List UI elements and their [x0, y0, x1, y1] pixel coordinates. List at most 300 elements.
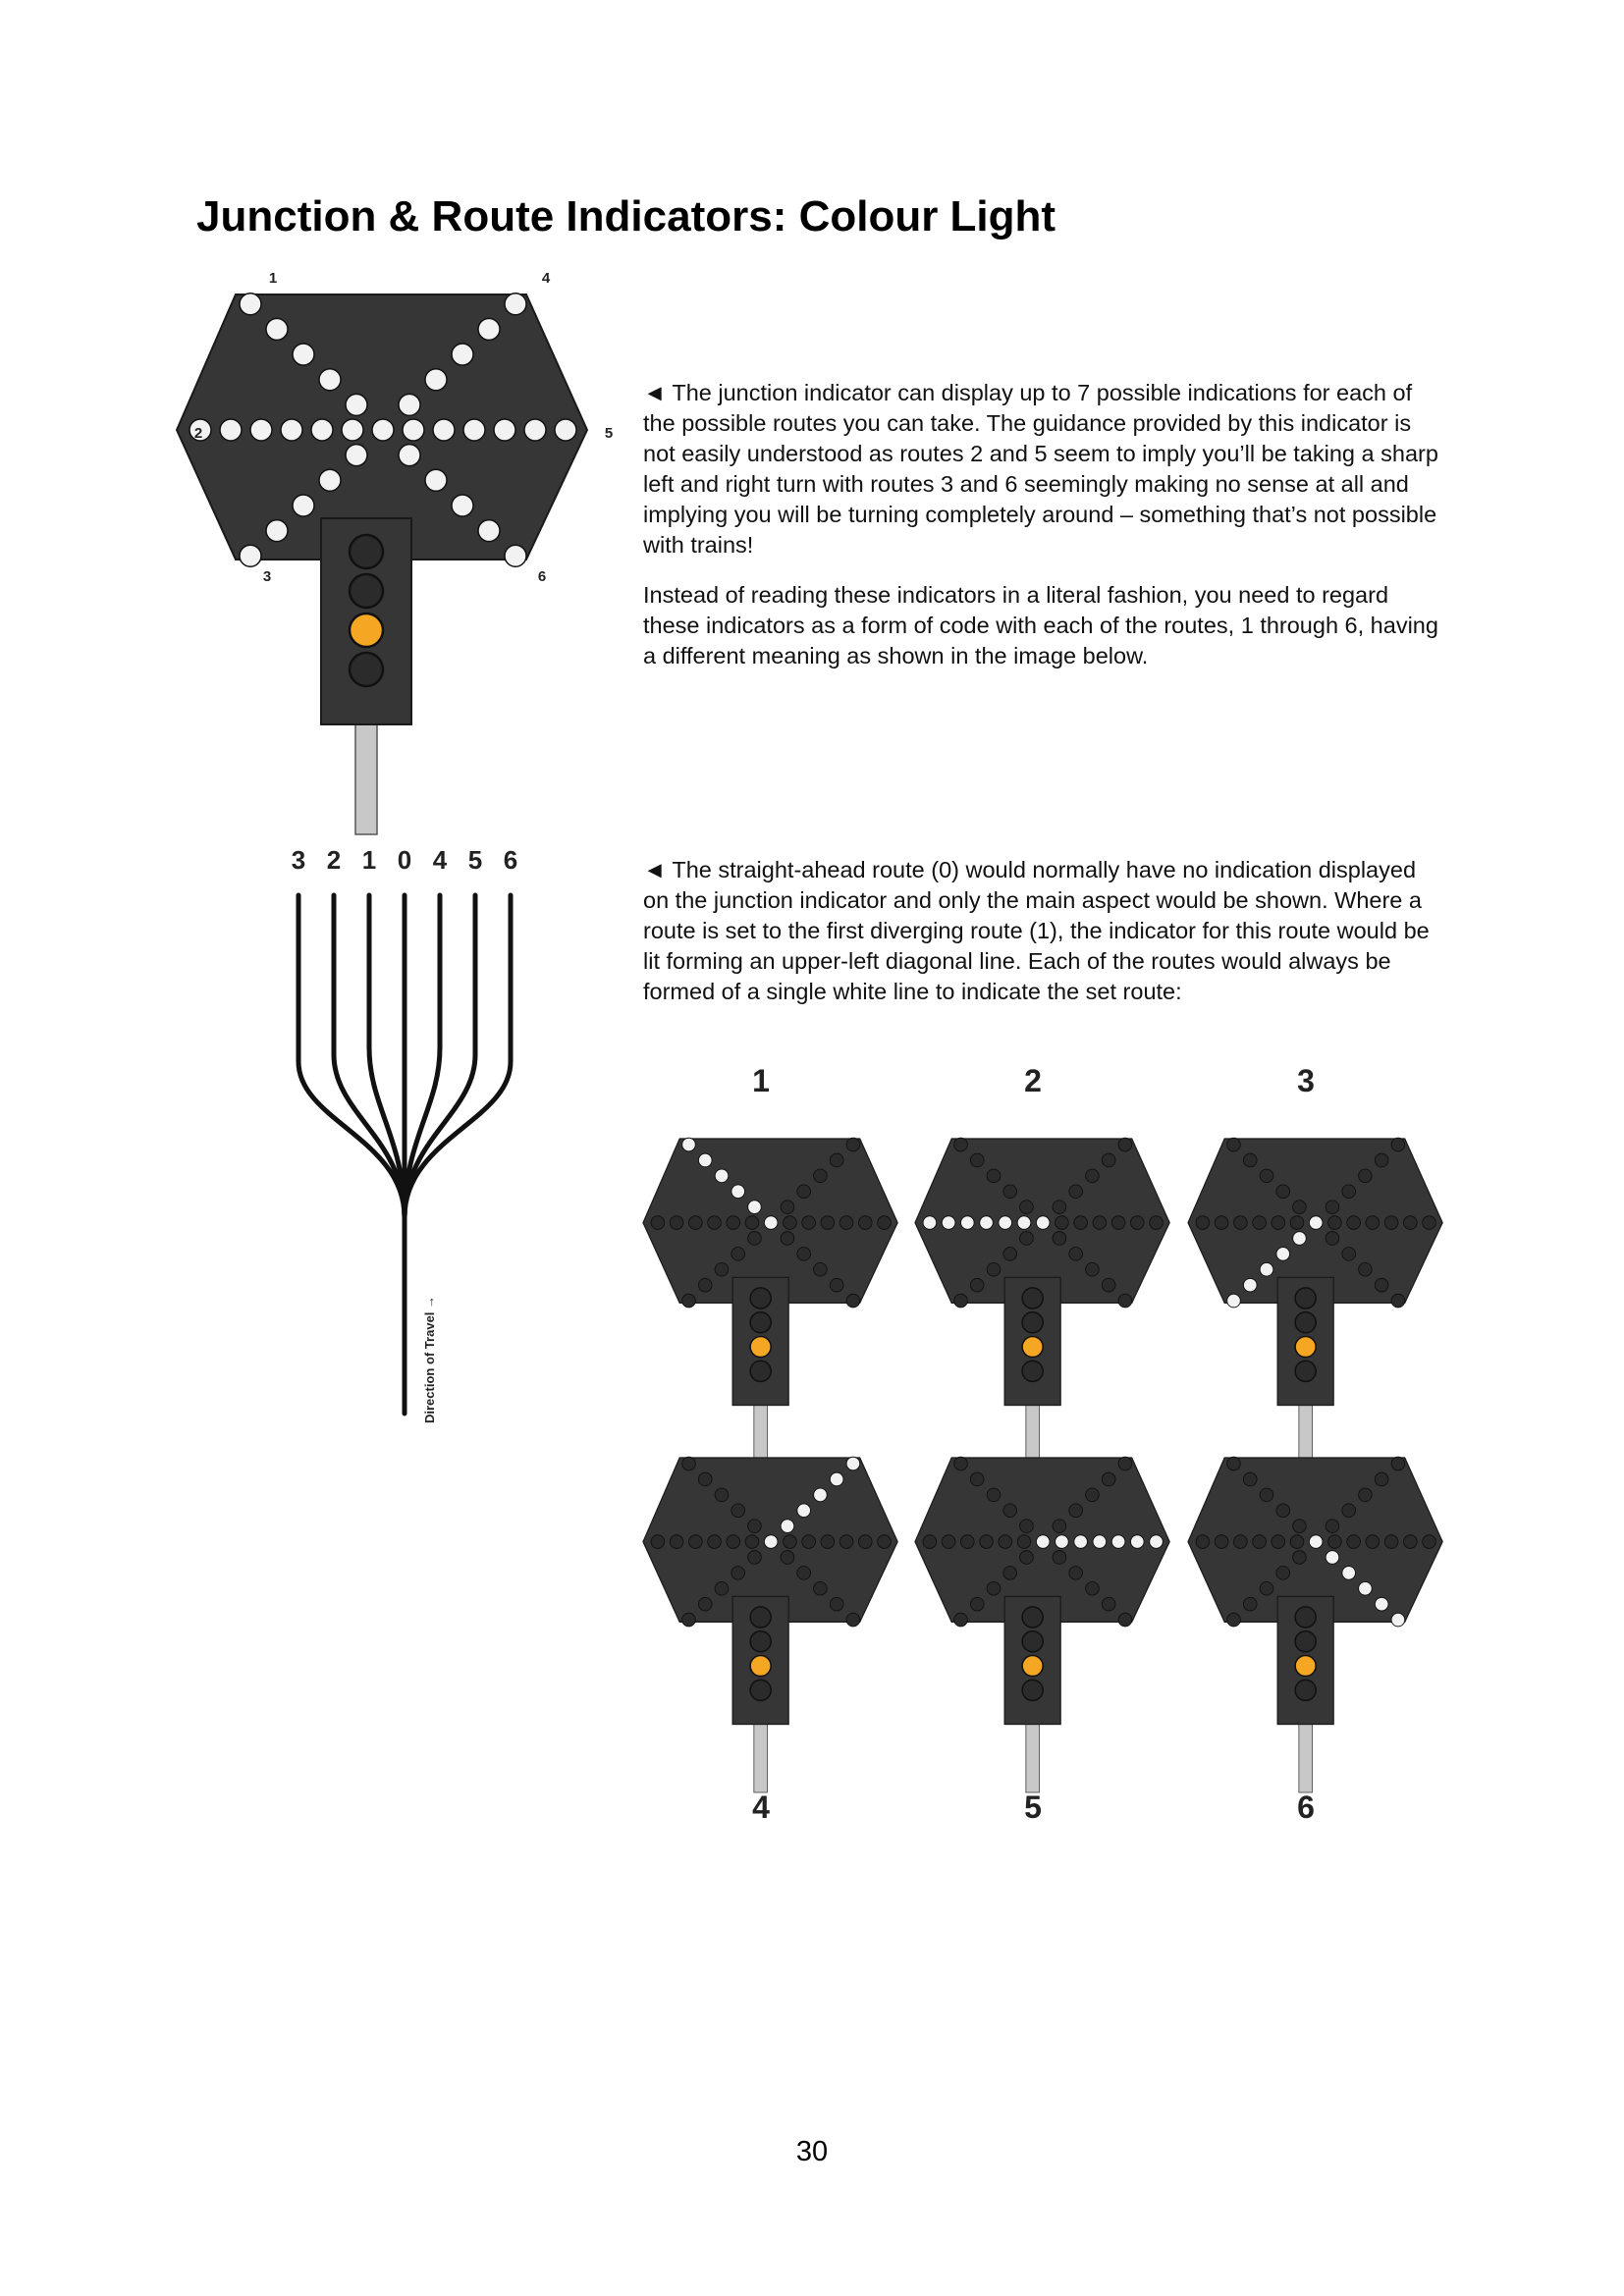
led-route-5 [858, 1535, 872, 1549]
led-route-1 [682, 1138, 696, 1151]
led-route-6 [1118, 1613, 1132, 1627]
led-route-2 [670, 1216, 683, 1230]
led-route-2 [999, 1535, 1012, 1549]
led-route-2 [961, 1216, 975, 1230]
led-route-3 [682, 1294, 696, 1308]
led-route-3 [1243, 1597, 1257, 1611]
track-line [298, 895, 405, 1217]
led-route-1 [240, 294, 261, 315]
junction-indicator [177, 294, 587, 834]
routes-text [643, 855, 1440, 1027]
aspect-lamp-yellow [750, 1337, 771, 1358]
aspect-lamp-off [1022, 1607, 1043, 1628]
led-route-5 [1403, 1216, 1417, 1230]
indicator-route-label: 4 [752, 1789, 770, 1825]
led-route-4 [846, 1457, 860, 1470]
led-route-4 [814, 1169, 828, 1183]
led-route-6 [1326, 1232, 1339, 1246]
aspect-lamp-off [1295, 1680, 1316, 1700]
led-route-5 [878, 1216, 892, 1230]
led-route-3 [1260, 1581, 1273, 1595]
route-corner-label: 3 [262, 568, 272, 585]
led-route-4 [1359, 1169, 1373, 1183]
aspect-lamp-off [750, 1607, 771, 1628]
led-route-5 [1111, 1216, 1125, 1230]
led-route-5 [433, 419, 455, 441]
led-route-3 [319, 469, 341, 491]
aspect-lamp-off [1295, 1288, 1316, 1308]
route-corner-label: 6 [537, 568, 547, 585]
route-number-label: 1 [361, 845, 377, 875]
led-route-2 [250, 419, 272, 441]
led-route-1 [1260, 1169, 1273, 1183]
led-route-3 [1260, 1262, 1273, 1276]
led-center [1309, 1535, 1323, 1549]
led-route-3 [1276, 1248, 1290, 1261]
led-route-3 [715, 1581, 729, 1595]
aspect-lamp-off [350, 574, 383, 608]
led-route-2 [651, 1535, 665, 1549]
signal-pole [1026, 1713, 1040, 1792]
led-route-6 [1102, 1278, 1115, 1292]
led-route-4 [1326, 1201, 1339, 1214]
led-route-1 [1243, 1153, 1257, 1167]
led-route-2 [1253, 1216, 1267, 1230]
led-route-2 [1234, 1216, 1248, 1230]
aspect-lamp-off [1022, 1631, 1043, 1652]
led-route-5 [1093, 1535, 1107, 1549]
led-route-1 [715, 1169, 729, 1183]
led-route-3 [1003, 1567, 1017, 1580]
led-route-5 [524, 419, 546, 441]
led-route-6 [425, 469, 447, 491]
track-divergence-diagram [275, 844, 550, 1433]
led-route-4 [781, 1520, 794, 1533]
led-route-4 [797, 1504, 811, 1518]
led-route-4 [846, 1138, 860, 1151]
led-route-5 [1347, 1216, 1361, 1230]
led-route-3 [293, 495, 314, 516]
led-route-4 [1342, 1504, 1356, 1518]
led-route-1 [987, 1488, 1001, 1502]
led-route-5 [1150, 1535, 1164, 1549]
aspect-lamp-off [350, 653, 383, 686]
led-route-2 [689, 1535, 703, 1549]
led-route-6 [1118, 1294, 1132, 1308]
junction-indicator [1188, 1457, 1442, 1792]
led-route-3 [1020, 1551, 1034, 1565]
direction-of-travel-label: Direction of Travel → [422, 1295, 437, 1423]
aspect-lamp-yellow [1295, 1656, 1316, 1677]
led-route-1 [1227, 1457, 1241, 1470]
led-route-4 [1086, 1169, 1100, 1183]
signal-pole [754, 1713, 768, 1792]
led-route-6 [478, 520, 500, 542]
led-route-5 [555, 419, 576, 441]
aspect-lamp-yellow [1295, 1337, 1316, 1358]
led-route-5 [463, 419, 485, 441]
led-route-1 [319, 369, 341, 391]
led-route-2 [1234, 1535, 1248, 1549]
led-route-4 [1391, 1138, 1405, 1151]
aspect-lamp-off [750, 1288, 771, 1308]
led-route-2 [1253, 1535, 1267, 1549]
led-route-4 [1326, 1520, 1339, 1533]
route-corner-label: 5 [604, 425, 614, 442]
led-route-1 [1243, 1472, 1257, 1486]
led-route-6 [1375, 1278, 1388, 1292]
led-route-4 [797, 1185, 811, 1199]
led-route-5 [1093, 1216, 1107, 1230]
led-route-2 [727, 1535, 740, 1549]
led-route-4 [830, 1153, 843, 1167]
led-route-2 [980, 1535, 994, 1549]
junction-indicator [643, 1138, 897, 1473]
led-route-2 [1290, 1216, 1304, 1230]
led-route-5 [858, 1216, 872, 1230]
led-route-2 [708, 1535, 722, 1549]
led-route-6 [814, 1581, 828, 1595]
led-route-3 [731, 1567, 745, 1580]
led-route-4 [814, 1488, 828, 1502]
led-route-6 [797, 1248, 811, 1261]
led-route-4 [1053, 1520, 1066, 1533]
aspect-lamp-yellow [350, 614, 383, 647]
led-route-3 [682, 1613, 696, 1627]
aspect-lamp-off [750, 1631, 771, 1652]
led-route-2 [942, 1535, 955, 1549]
led-route-6 [814, 1262, 828, 1276]
led-route-3 [1003, 1248, 1017, 1261]
led-route-1 [1020, 1201, 1034, 1214]
led-route-3 [240, 545, 261, 566]
led-route-2 [745, 1216, 759, 1230]
led-route-3 [715, 1262, 729, 1276]
led-route-2 [670, 1535, 683, 1549]
led-route-1 [1003, 1185, 1017, 1199]
led-center [372, 419, 394, 441]
large-junction-indicator [177, 265, 628, 815]
led-route-2 [311, 419, 333, 441]
led-route-2 [961, 1535, 975, 1549]
led-route-2 [1196, 1216, 1210, 1230]
led-route-3 [698, 1597, 712, 1611]
led-route-2 [727, 1216, 740, 1230]
led-route-1 [954, 1457, 968, 1470]
led-route-1 [1003, 1504, 1017, 1518]
led-route-2 [980, 1216, 994, 1230]
led-route-6 [830, 1278, 843, 1292]
led-route-5 [784, 1535, 797, 1549]
aspect-lamp-yellow [1022, 1337, 1043, 1358]
led-route-5 [1130, 1216, 1144, 1230]
junction-indicator [643, 1457, 897, 1792]
led-route-5 [1366, 1216, 1380, 1230]
led-route-2 [1017, 1216, 1031, 1230]
led-route-3 [1243, 1278, 1257, 1292]
led-route-4 [478, 318, 500, 340]
led-route-2 [1215, 1535, 1228, 1549]
led-route-6 [1342, 1567, 1356, 1580]
led-route-3 [1227, 1294, 1241, 1308]
led-route-6 [1359, 1262, 1373, 1276]
led-route-1 [970, 1472, 984, 1486]
led-route-3 [954, 1613, 968, 1627]
led-route-4 [1342, 1185, 1356, 1199]
led-route-2 [923, 1216, 937, 1230]
led-route-6 [1391, 1613, 1405, 1627]
led-route-6 [505, 545, 526, 566]
indicator-route-label: 1 [752, 1063, 770, 1098]
led-route-2 [745, 1535, 759, 1549]
junction-indicator [915, 1457, 1169, 1792]
page-title: Junction & Route Indicators: Colour Light [196, 192, 1056, 240]
led-route-6 [1375, 1597, 1388, 1611]
led-center [1309, 1216, 1323, 1230]
led-route-1 [1227, 1138, 1241, 1151]
led-route-3 [748, 1551, 762, 1565]
indicator-route-label: 5 [1024, 1789, 1042, 1825]
led-route-1 [698, 1472, 712, 1486]
led-route-1 [1260, 1488, 1273, 1502]
route-number-label: 6 [503, 845, 518, 875]
led-route-6 [797, 1567, 811, 1580]
junction-indicator [915, 1138, 1169, 1473]
led-route-5 [1130, 1535, 1144, 1549]
led-route-5 [1403, 1535, 1417, 1549]
led-route-1 [293, 344, 314, 365]
aspect-lamp-off [350, 535, 383, 568]
junction-indicator [1188, 1138, 1442, 1473]
led-route-4 [505, 294, 526, 315]
aspect-lamp-off [750, 1312, 771, 1333]
led-route-5 [1366, 1535, 1380, 1549]
aspect-lamp-off [1022, 1680, 1043, 1700]
led-route-2 [342, 419, 363, 441]
aspect-lamp-off [1295, 1607, 1316, 1628]
led-route-6 [1326, 1551, 1339, 1565]
led-route-6 [1069, 1248, 1083, 1261]
led-route-5 [878, 1535, 892, 1549]
led-route-6 [1391, 1294, 1405, 1308]
led-route-3 [748, 1232, 762, 1246]
led-route-2 [281, 419, 302, 441]
led-route-3 [731, 1248, 745, 1261]
led-route-4 [1069, 1504, 1083, 1518]
led-route-1 [1276, 1504, 1290, 1518]
aspect-lamp-off [750, 1680, 771, 1700]
led-route-6 [1069, 1567, 1083, 1580]
intro-paragraph-2: Instead of reading these indicators in a literal fashion, you need to regard these indicators as a form of code with each of the routes, 1 through 6, having a different meaning as shown in the image below. [643, 582, 1438, 668]
page-number: 30 [795, 2136, 829, 2167]
led-route-4 [1069, 1185, 1083, 1199]
led-route-6 [1053, 1232, 1066, 1246]
led-route-1 [682, 1457, 696, 1470]
led-route-6 [399, 445, 420, 466]
led-route-1 [698, 1153, 712, 1167]
led-route-4 [1375, 1472, 1388, 1486]
indicator-route-label: 2 [1024, 1063, 1042, 1098]
led-route-4 [425, 369, 447, 391]
led-center [1036, 1535, 1050, 1549]
led-route-4 [1391, 1457, 1405, 1470]
led-route-2 [1196, 1535, 1210, 1549]
led-route-4 [781, 1201, 794, 1214]
signal-pole [355, 707, 377, 834]
led-route-3 [1293, 1551, 1307, 1565]
led-route-3 [1020, 1232, 1034, 1246]
led-route-5 [839, 1216, 853, 1230]
aspect-lamp-off [750, 1361, 771, 1381]
aspect-lamp-yellow [750, 1656, 771, 1677]
led-route-3 [1227, 1613, 1241, 1627]
track-line [405, 895, 511, 1217]
led-route-5 [821, 1535, 835, 1549]
led-route-6 [1342, 1248, 1356, 1261]
led-route-6 [452, 495, 473, 516]
led-route-3 [266, 520, 288, 542]
led-route-1 [970, 1153, 984, 1167]
led-route-2 [942, 1216, 955, 1230]
indicator-route-label: 6 [1297, 1789, 1315, 1825]
aspect-lamp-off [1295, 1312, 1316, 1333]
led-route-5 [1074, 1535, 1088, 1549]
led-route-6 [1086, 1262, 1100, 1276]
led-route-2 [708, 1216, 722, 1230]
route-number-label: 4 [432, 845, 448, 875]
route-number-label: 0 [397, 845, 412, 875]
led-route-5 [1328, 1216, 1342, 1230]
led-route-4 [399, 394, 420, 415]
route-number-label: 3 [291, 845, 306, 875]
led-route-2 [1272, 1216, 1285, 1230]
led-route-5 [1056, 1216, 1069, 1230]
intro-paragraph-1: ◄ The junction indicator can display up to 7 possible indications for each of the possible routes you can take. The guidance provided by this indicator is not easily understood as routes 2 and 5 seem to imply you’ll be taking a sharp left and right turn with routes 3 and 6 seemingly making no sense at all and implying you will be turning completely around – something that’s not possible with trains! [643, 380, 1438, 558]
led-route-4 [1053, 1201, 1066, 1214]
led-route-1 [987, 1169, 1001, 1183]
led-route-2 [1017, 1535, 1031, 1549]
led-route-5 [1056, 1535, 1069, 1549]
intro-text [643, 378, 1440, 691]
led-route-2 [220, 419, 242, 441]
led-route-5 [802, 1216, 816, 1230]
led-route-1 [1293, 1201, 1307, 1214]
led-route-5 [403, 419, 424, 441]
led-route-4 [1102, 1153, 1115, 1167]
led-center [764, 1216, 778, 1230]
led-route-6 [846, 1294, 860, 1308]
led-route-1 [266, 318, 288, 340]
led-route-3 [1293, 1232, 1307, 1246]
led-route-3 [1276, 1567, 1290, 1580]
led-route-2 [999, 1216, 1012, 1230]
led-route-2 [651, 1216, 665, 1230]
led-route-1 [731, 1504, 745, 1518]
led-route-6 [1053, 1551, 1066, 1565]
led-route-2 [1290, 1535, 1304, 1549]
route-number-label: 5 [467, 845, 483, 875]
led-route-6 [830, 1597, 843, 1611]
led-route-1 [1293, 1520, 1307, 1533]
led-route-3 [698, 1278, 712, 1292]
aspect-lamp-off [1022, 1312, 1043, 1333]
aspect-lamp-off [1022, 1288, 1043, 1308]
led-route-2 [689, 1216, 703, 1230]
led-route-5 [1074, 1216, 1088, 1230]
led-route-4 [1118, 1138, 1132, 1151]
route-indicator-grid [628, 1060, 1443, 1845]
led-route-4 [1359, 1488, 1373, 1502]
led-center [1036, 1216, 1050, 1230]
led-route-3 [970, 1597, 984, 1611]
led-route-5 [1423, 1535, 1436, 1549]
led-route-3 [987, 1581, 1001, 1595]
route-number-label: 2 [326, 845, 342, 875]
led-route-4 [452, 344, 473, 365]
led-route-5 [1423, 1216, 1436, 1230]
signal-pole [1299, 1713, 1313, 1792]
led-route-6 [1359, 1581, 1373, 1595]
route-corner-label: 2 [193, 425, 203, 442]
aspect-lamp-off [1022, 1361, 1043, 1381]
indicator-route-label: 3 [1297, 1063, 1315, 1098]
led-route-3 [987, 1262, 1001, 1276]
route-corner-label: 4 [541, 270, 551, 287]
led-route-6 [1086, 1581, 1100, 1595]
led-route-4 [1086, 1488, 1100, 1502]
led-route-3 [970, 1278, 984, 1292]
led-route-5 [1150, 1216, 1164, 1230]
led-route-5 [1328, 1535, 1342, 1549]
led-route-5 [839, 1535, 853, 1549]
led-center [764, 1535, 778, 1549]
led-route-2 [1272, 1535, 1285, 1549]
led-route-1 [731, 1185, 745, 1199]
led-route-2 [923, 1535, 937, 1549]
led-route-3 [346, 445, 367, 466]
led-route-5 [1384, 1216, 1398, 1230]
led-route-5 [802, 1535, 816, 1549]
led-route-1 [748, 1520, 762, 1533]
led-route-1 [748, 1201, 762, 1214]
led-route-5 [1347, 1535, 1361, 1549]
route-corner-label: 1 [268, 270, 278, 287]
aspect-lamp-off [1295, 1361, 1316, 1381]
led-route-4 [830, 1472, 843, 1486]
led-route-1 [346, 394, 367, 415]
aspect-lamp-off [1295, 1631, 1316, 1652]
led-route-2 [1215, 1216, 1228, 1230]
led-route-5 [1384, 1535, 1398, 1549]
led-route-5 [784, 1216, 797, 1230]
led-route-6 [781, 1551, 794, 1565]
routes-paragraph: ◄ The straight-ahead route (0) would normally have no indication displayed on the junction indicator and only the main aspect would be shown. Where a route is set to the first diverging route (1), the indicator for this route would be lit forming an upper-left diagonal line. Each of the routes would always be formed of a single white line to indicate the set route: [643, 857, 1430, 1004]
aspect-lamp-yellow [1022, 1656, 1043, 1677]
led-route-6 [1102, 1597, 1115, 1611]
led-route-5 [1111, 1535, 1125, 1549]
led-route-1 [715, 1488, 729, 1502]
led-route-4 [1118, 1457, 1132, 1470]
led-route-6 [781, 1232, 794, 1246]
led-route-3 [954, 1294, 968, 1308]
led-route-6 [846, 1613, 860, 1627]
led-route-5 [494, 419, 515, 441]
led-route-1 [1020, 1520, 1034, 1533]
led-route-4 [1102, 1472, 1115, 1486]
led-route-4 [1375, 1153, 1388, 1167]
led-route-5 [821, 1216, 835, 1230]
led-route-1 [954, 1138, 968, 1151]
